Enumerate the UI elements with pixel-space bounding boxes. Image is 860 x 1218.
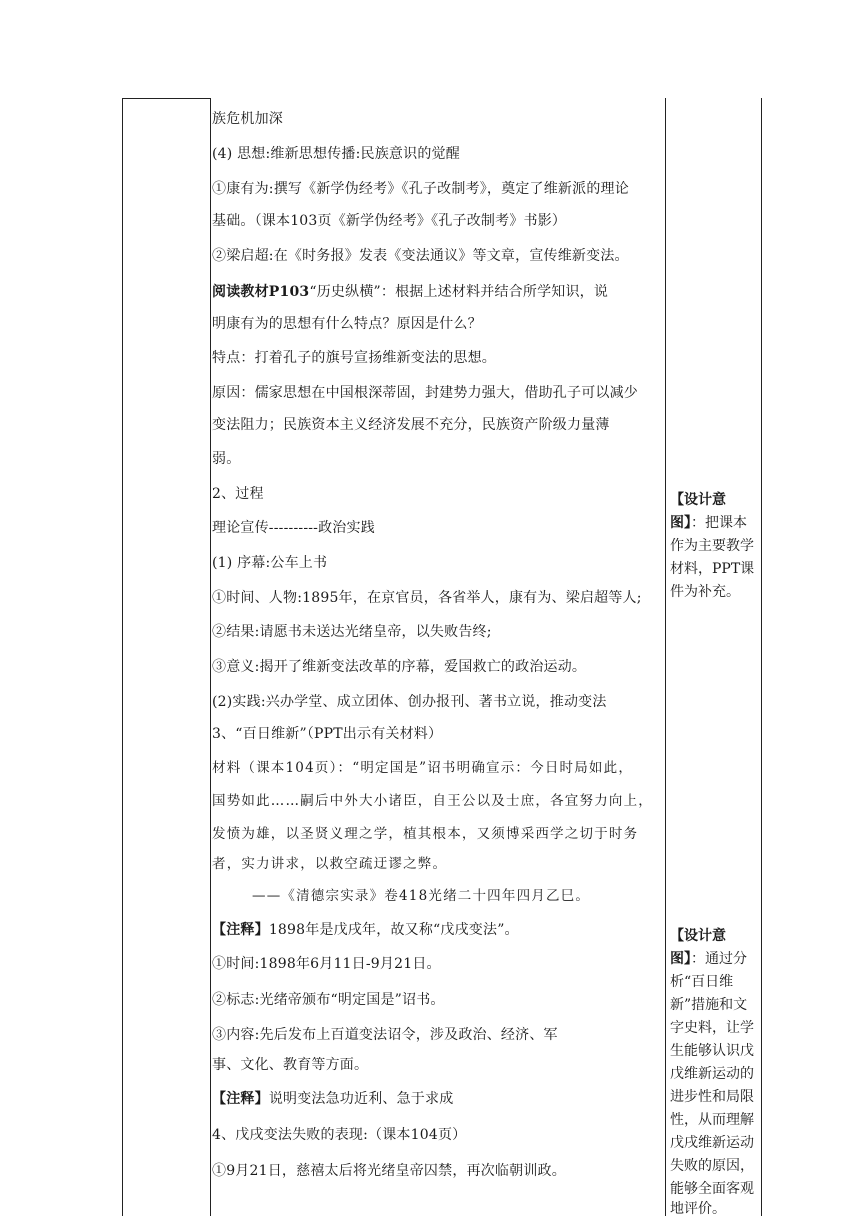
design-intent-line: 性，从而理解 bbox=[670, 1112, 754, 1128]
design-intent-line: 字史料，让学 bbox=[670, 1020, 754, 1036]
text-line: ③内容:先后发布上百道变法诏令，涉及政治、经济、军 bbox=[212, 1027, 558, 1043]
design-intent-line: 戊戌维新运动 bbox=[670, 1135, 754, 1151]
text-line: (1) 序幕:公车上书 bbox=[212, 555, 328, 571]
text-line: ①康有为:撰写《新学伪经考》《孔子改制考》，奠定了维新派的理论 bbox=[212, 181, 629, 197]
text-line: 族危机加深 bbox=[212, 111, 283, 127]
quote-line: 发愤为雄，以圣贤义理之学，植其根本，又须博采西学之切于时务 bbox=[212, 826, 639, 842]
text-line: ①时间、人物:1895年，在京官员，各省举人，康有为、梁启超等人; bbox=[212, 590, 642, 606]
text-line: ①时间:1898年6月11日-9月21日。 bbox=[212, 956, 441, 972]
text-line: 变法阻力；民族资本主义经济发展不充分，民族资产阶级力量薄 bbox=[212, 417, 610, 433]
note-line bbox=[212, 921, 519, 939]
text-line: ③意义:揭开了维新变法改革的序幕，爱国救亡的政治运动。 bbox=[212, 659, 587, 675]
design-intent-line: 生能够认识戊 bbox=[670, 1043, 754, 1059]
design-intent-line: 件为补充。 bbox=[670, 584, 740, 600]
design-intent-line: 材料，PPT课 bbox=[670, 561, 755, 577]
table-border-top-left bbox=[122, 98, 211, 99]
table-border-col2 bbox=[665, 98, 666, 1216]
note-text: 说明变法急功近利、急于求成 bbox=[268, 1091, 454, 1107]
section-heading: 2、过程 bbox=[212, 486, 264, 502]
text-line: (4) 思想:维新思想传播:民族意识的觉醒 bbox=[212, 146, 460, 162]
design-intent-bracket: 图】 bbox=[670, 515, 691, 531]
lesson-table bbox=[122, 98, 762, 1216]
text-line: ①9月21日，慈禧太后将光绪皇帝囚禁，再次临朝训政。 bbox=[212, 1163, 566, 1179]
text-line: ②标志:光绪帝颁布“明定国是”诏书。 bbox=[212, 992, 445, 1008]
text-line: ②梁启超:在《时务报》发表《变法通议》等文章，宣传维新变法。 bbox=[212, 248, 629, 264]
text-line: 弱。 bbox=[212, 451, 241, 467]
text-line: 原因：儒家思想在中国根深蒂固，封建势力强大，借助孔子可以减少 bbox=[212, 385, 638, 401]
quote-line: 材料（课本104页）：“明定国是”诏书明确宣示：今日时局如此， bbox=[212, 760, 634, 776]
text-line: 理论宣传----------政治实践 bbox=[212, 520, 375, 536]
design-intent-line: 作为主要教学 bbox=[670, 538, 754, 554]
table-border-right bbox=[761, 98, 762, 1216]
text-line: ②结果:请愿书未送达光绪皇帝，以失败告终; bbox=[212, 624, 492, 640]
quote-line: 者，实力讲求，以救空疏迂谬之弊。 bbox=[212, 856, 448, 872]
section-heading: 4、戊戌变法失败的表现:（课本104页） bbox=[212, 1127, 467, 1143]
note-label: 【注释】 bbox=[212, 1091, 269, 1107]
section-heading: 3、“百日维新”（PPT出示有关材料） bbox=[212, 726, 443, 742]
design-intent-text: ：通过分 bbox=[691, 951, 747, 967]
text-line: 明康有为的思想有什么特点？原因是什么？ bbox=[212, 316, 482, 332]
design-intent-text: ：把课本 bbox=[691, 515, 747, 531]
reading-line bbox=[212, 283, 608, 301]
design-intent-line: 地评价。 bbox=[670, 1201, 726, 1217]
design-intent-title: 【设计意 bbox=[670, 928, 726, 944]
text-line: (2)实践:兴办学堂、成立团体、创办报刊、著书立说，推动变法 bbox=[212, 694, 607, 710]
note-text: 1898年是戊戌年，故又称“戊戌变法”。 bbox=[268, 922, 519, 938]
design-intent-bracket: 图】 bbox=[670, 951, 691, 967]
reading-label: 阅读教材P103 bbox=[212, 284, 310, 300]
design-intent-line bbox=[670, 950, 747, 968]
design-intent-line: 进步性和局限 bbox=[670, 1089, 754, 1105]
design-intent-line: 新”措施和文 bbox=[670, 997, 748, 1013]
design-intent-line: 失败的原因， bbox=[670, 1158, 754, 1174]
table-border-col1 bbox=[210, 98, 211, 1216]
note-label: 【注释】 bbox=[212, 922, 269, 938]
table-border-left bbox=[122, 98, 123, 1216]
design-intent-line: 戊维新运动的 bbox=[670, 1066, 754, 1082]
quote-line: 国势如此……嗣后中外大小诸臣，自王公以及士庶，各宜努力向上， bbox=[212, 793, 653, 809]
reading-text: “历史纵横”：根据上述材料并结合所学知识，说 bbox=[309, 284, 609, 300]
note-line bbox=[212, 1090, 453, 1108]
text-line: 基础。（课本103页《新学伪经考》《孔子改制考》书影） bbox=[212, 213, 567, 229]
design-intent-line: 析“百日维 bbox=[670, 974, 734, 990]
text-line: 特点：打着孔子的旗号宣扬维新变法的思想。 bbox=[212, 350, 496, 366]
quote-source: ——《清德宗实录》卷418光绪二十四年四月乙巳。 bbox=[252, 888, 591, 904]
design-intent-title: 【设计意 bbox=[670, 492, 726, 508]
design-intent-line: 能够全面客观 bbox=[670, 1181, 754, 1197]
text-line: 事、文化、教育等方面。 bbox=[212, 1057, 369, 1073]
design-intent-line bbox=[670, 514, 747, 532]
